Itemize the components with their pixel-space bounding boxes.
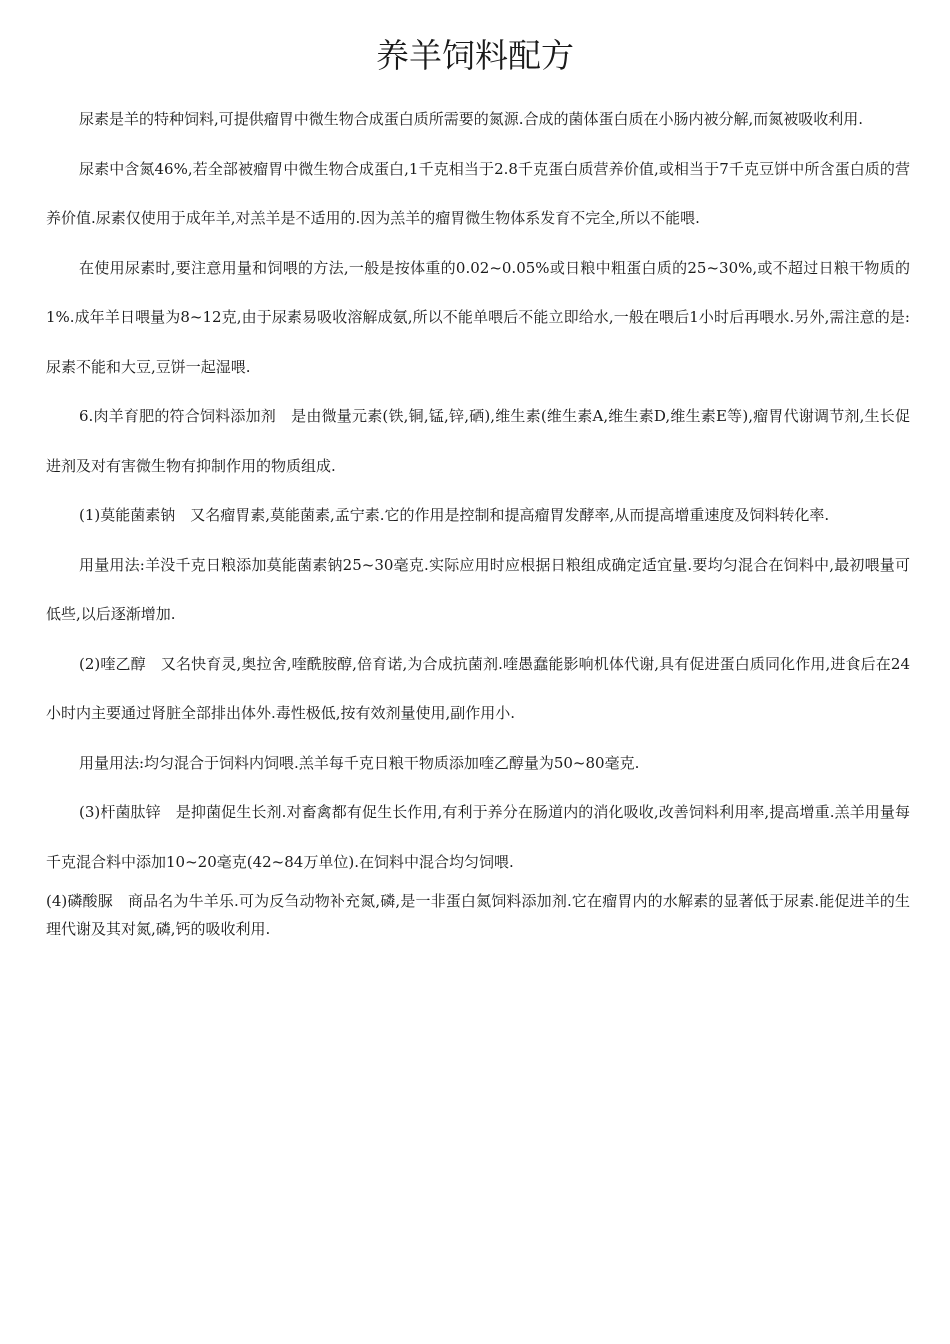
paragraph-urea-intro: 尿素是羊的特种饲料,可提供瘤胃中微生物合成蛋白质所需要的氮源.合成的菌体蛋白质在小肠内被分解,而氮被吸收利用. xyxy=(79,110,864,128)
page-title: 养羊饲料配方 xyxy=(376,36,574,75)
paragraph-olaquindox-dosage: 用量用法:均匀混合于饲料内饲喂.羔羊每千克日粮干物质添加喹乙醇量为50~80毫克. xyxy=(79,753,640,772)
paragraph-additive: 6.肉羊育肥的符合饲料添加剂 是由微量元素(铁,铜,锰,锌,硒),维生素(维生素A,维生素D,维生素E等),瘤胃代谢调节剂,生长促进剂及对有害微生物有抑制作用的物质组成. xyxy=(46,407,910,475)
paragraph-monensin-dosage: 用量用法:羊没千克日粮添加莫能菌素钠25~30毫克.实际应用时应根据日粮组成确定适宜量.要均匀混合在饲料中,最初喂量可低些,以后逐渐增加. xyxy=(46,555,910,623)
document-body xyxy=(46,95,910,943)
paragraph-olaquindox: (2)喹乙醇 又名快育灵,奥拉舍,喹酰胺醇,倍育诺,为合成抗菌剂.喹愚蠢能影响机体代谢,具有促进蛋白质同化作用,进食后在24小时内主要通过肾脏全部排出体外.毒性极低,按有效剂量使用,副作用小. xyxy=(46,654,910,722)
paragraph-urea-phosphate: (4)磷酸脲 商品名为牛羊乐.可为反刍动物补充氮,磷,是一非蛋白氮饲料添加剂.它在瘤胃内的水解素的显著低于尿素.能促进羊的生理代谢及其对氮,磷,钙的吸收利用. xyxy=(46,892,910,938)
paragraph-urea-usage: 在使用尿素时,要注意用量和饲喂的方法,一般是按体重的0.02~0.05%或日粮中粗蛋白质的25~30%,或不超过日粮干物质的1%.成年羊日喂量为8~12克,由于尿素易吸收溶解成氨,所以不能单喂后不能立即给水,一般在喂后1小时后再喂水.另外,需注意的是:尿素不能和大豆,豆饼一起湿喂. xyxy=(46,258,910,376)
paragraph-urea-nitrogen: 尿素中含氮46%,若全部被瘤胃中微生物合成蛋白,1千克相当于2.8千克蛋白质营养价值,或相当于7千克豆饼中所含蛋白质的营养价值.尿素仅使用于成年羊,对羔羊是不适用的.因为羔羊的瘤胃微生物体系发育不完全,所以不能喂. xyxy=(46,159,910,227)
paragraph-monensin: (1)莫能菌素钠 又名瘤胃素,莫能菌素,孟宁素.它的作用是控制和提高瘤胃发酵率,从而提高增重速度及饲料转化率. xyxy=(79,506,830,524)
paragraph-bacitracin: (3)杆菌肽锌 是抑菌促生长剂.对畜禽都有促生长作用,有利于养分在肠道内的消化吸收,改善饲料利用率,提高增重.羔羊用量每千克混合料中添加10~20毫克(42~84万单位).在饲料中混合均匀饲喂. xyxy=(46,803,910,871)
